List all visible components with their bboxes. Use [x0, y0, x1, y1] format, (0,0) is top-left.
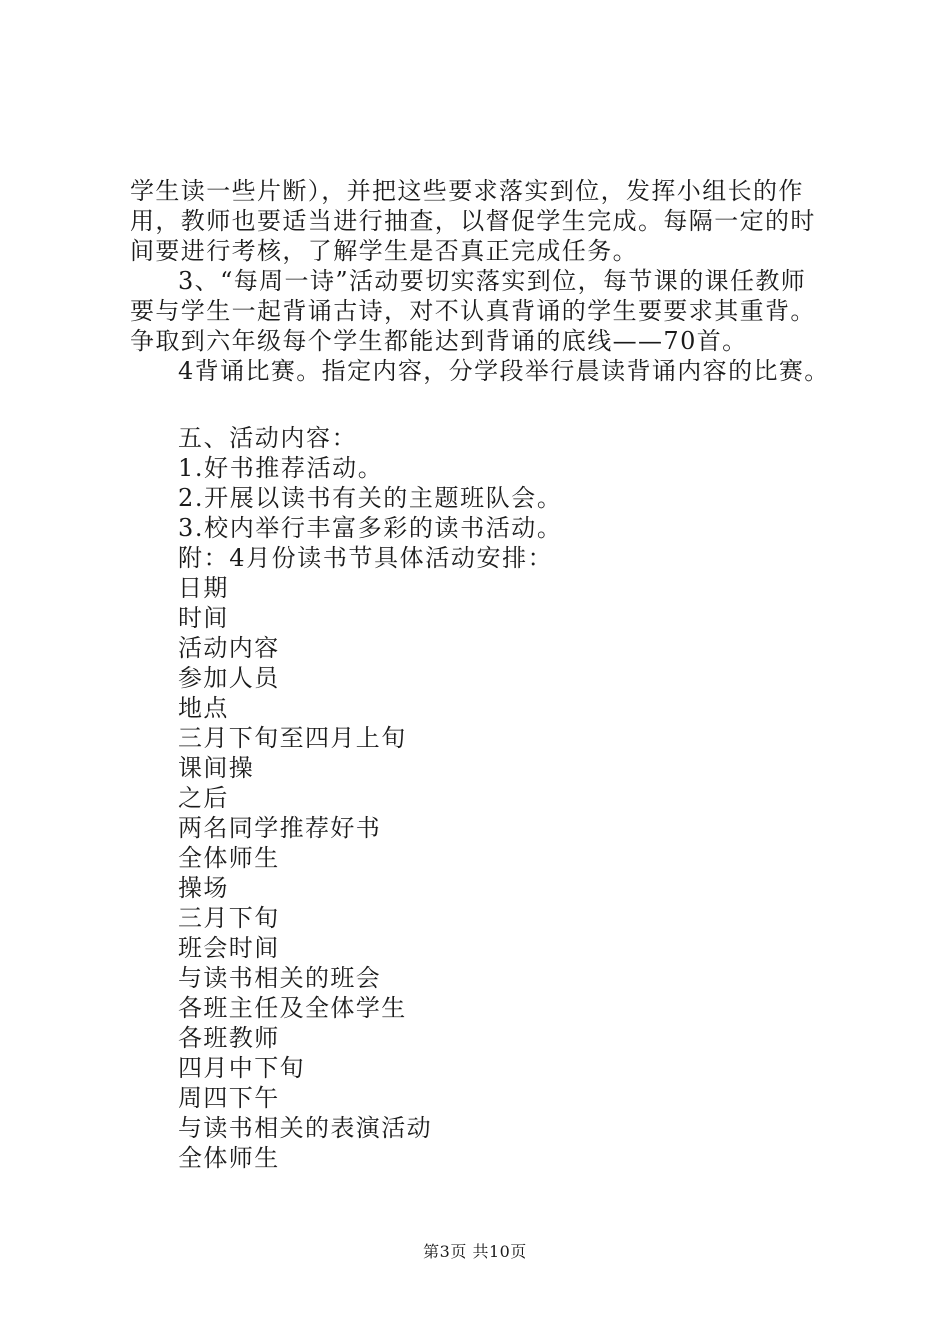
paragraph-line: 3、“每周一诗”活动要切实落实到位，每节课的课任教师 [178, 267, 807, 295]
table-cell: 时间 [178, 604, 229, 632]
paragraph-line: 要与学生一起背诵古诗，对不认真背诵的学生要要求其重背。 [130, 297, 816, 325]
list-item: 2.开展以读书有关的主题班队会。 [178, 484, 563, 512]
table-cell: 与读书相关的表演活动 [178, 1114, 432, 1142]
table-cell: 各班教师 [178, 1024, 280, 1052]
table-cell: 班会时间 [178, 934, 280, 962]
paragraph-line: 用，教师也要适当进行抽查，以督促学生完成。每隔一定的时 [130, 207, 816, 235]
table-cell: 全体师生 [178, 1144, 280, 1172]
body-paragraphs [130, 176, 850, 386]
table-cell: 日期 [178, 574, 229, 602]
table-cell: 操场 [178, 874, 229, 902]
table-cell: 两名同学推荐好书 [178, 814, 382, 842]
table-cell: 课间操 [178, 754, 255, 782]
paragraph-line: 学生读一些片断），并把这些要求落实到位，发挥小组长的作 [130, 177, 804, 205]
table-cell: 活动内容 [178, 634, 280, 662]
section-heading: 五、活动内容： [178, 424, 358, 452]
table-cell: 参加人员 [178, 664, 280, 692]
table-cell: 四月中下旬 [178, 1054, 305, 1082]
page-number-footer: 第3页 共10页 [423, 1242, 527, 1261]
schedule-table [178, 573, 858, 1173]
list-item: 1.好书推荐活动。 [178, 454, 384, 482]
table-cell: 之后 [178, 784, 229, 812]
table-cell: 各班主任及全体学生 [178, 994, 407, 1022]
paragraph-line: 争取到六年级每个学生都能达到背诵的底线——70首。 [130, 327, 748, 355]
table-cell: 与读书相关的班会 [178, 964, 382, 992]
table-cell: 全体师生 [178, 844, 280, 872]
activity-section [178, 423, 858, 573]
table-cell: 三月下旬 [178, 904, 280, 932]
table-cell: 地点 [178, 694, 229, 722]
appendix-heading: 附：4月份读书节具体活动安排： [178, 544, 554, 572]
list-item: 3.校内举行丰富多彩的读书活动。 [178, 514, 563, 542]
paragraph-line: 间要进行考核，了解学生是否真正完成任务。 [130, 237, 638, 265]
paragraph-line: 4背诵比赛。指定内容，分学段举行晨读背诵内容的比赛。 [178, 357, 830, 385]
table-cell: 周四下午 [178, 1084, 280, 1112]
table-cell: 三月下旬至四月上旬 [178, 724, 407, 752]
